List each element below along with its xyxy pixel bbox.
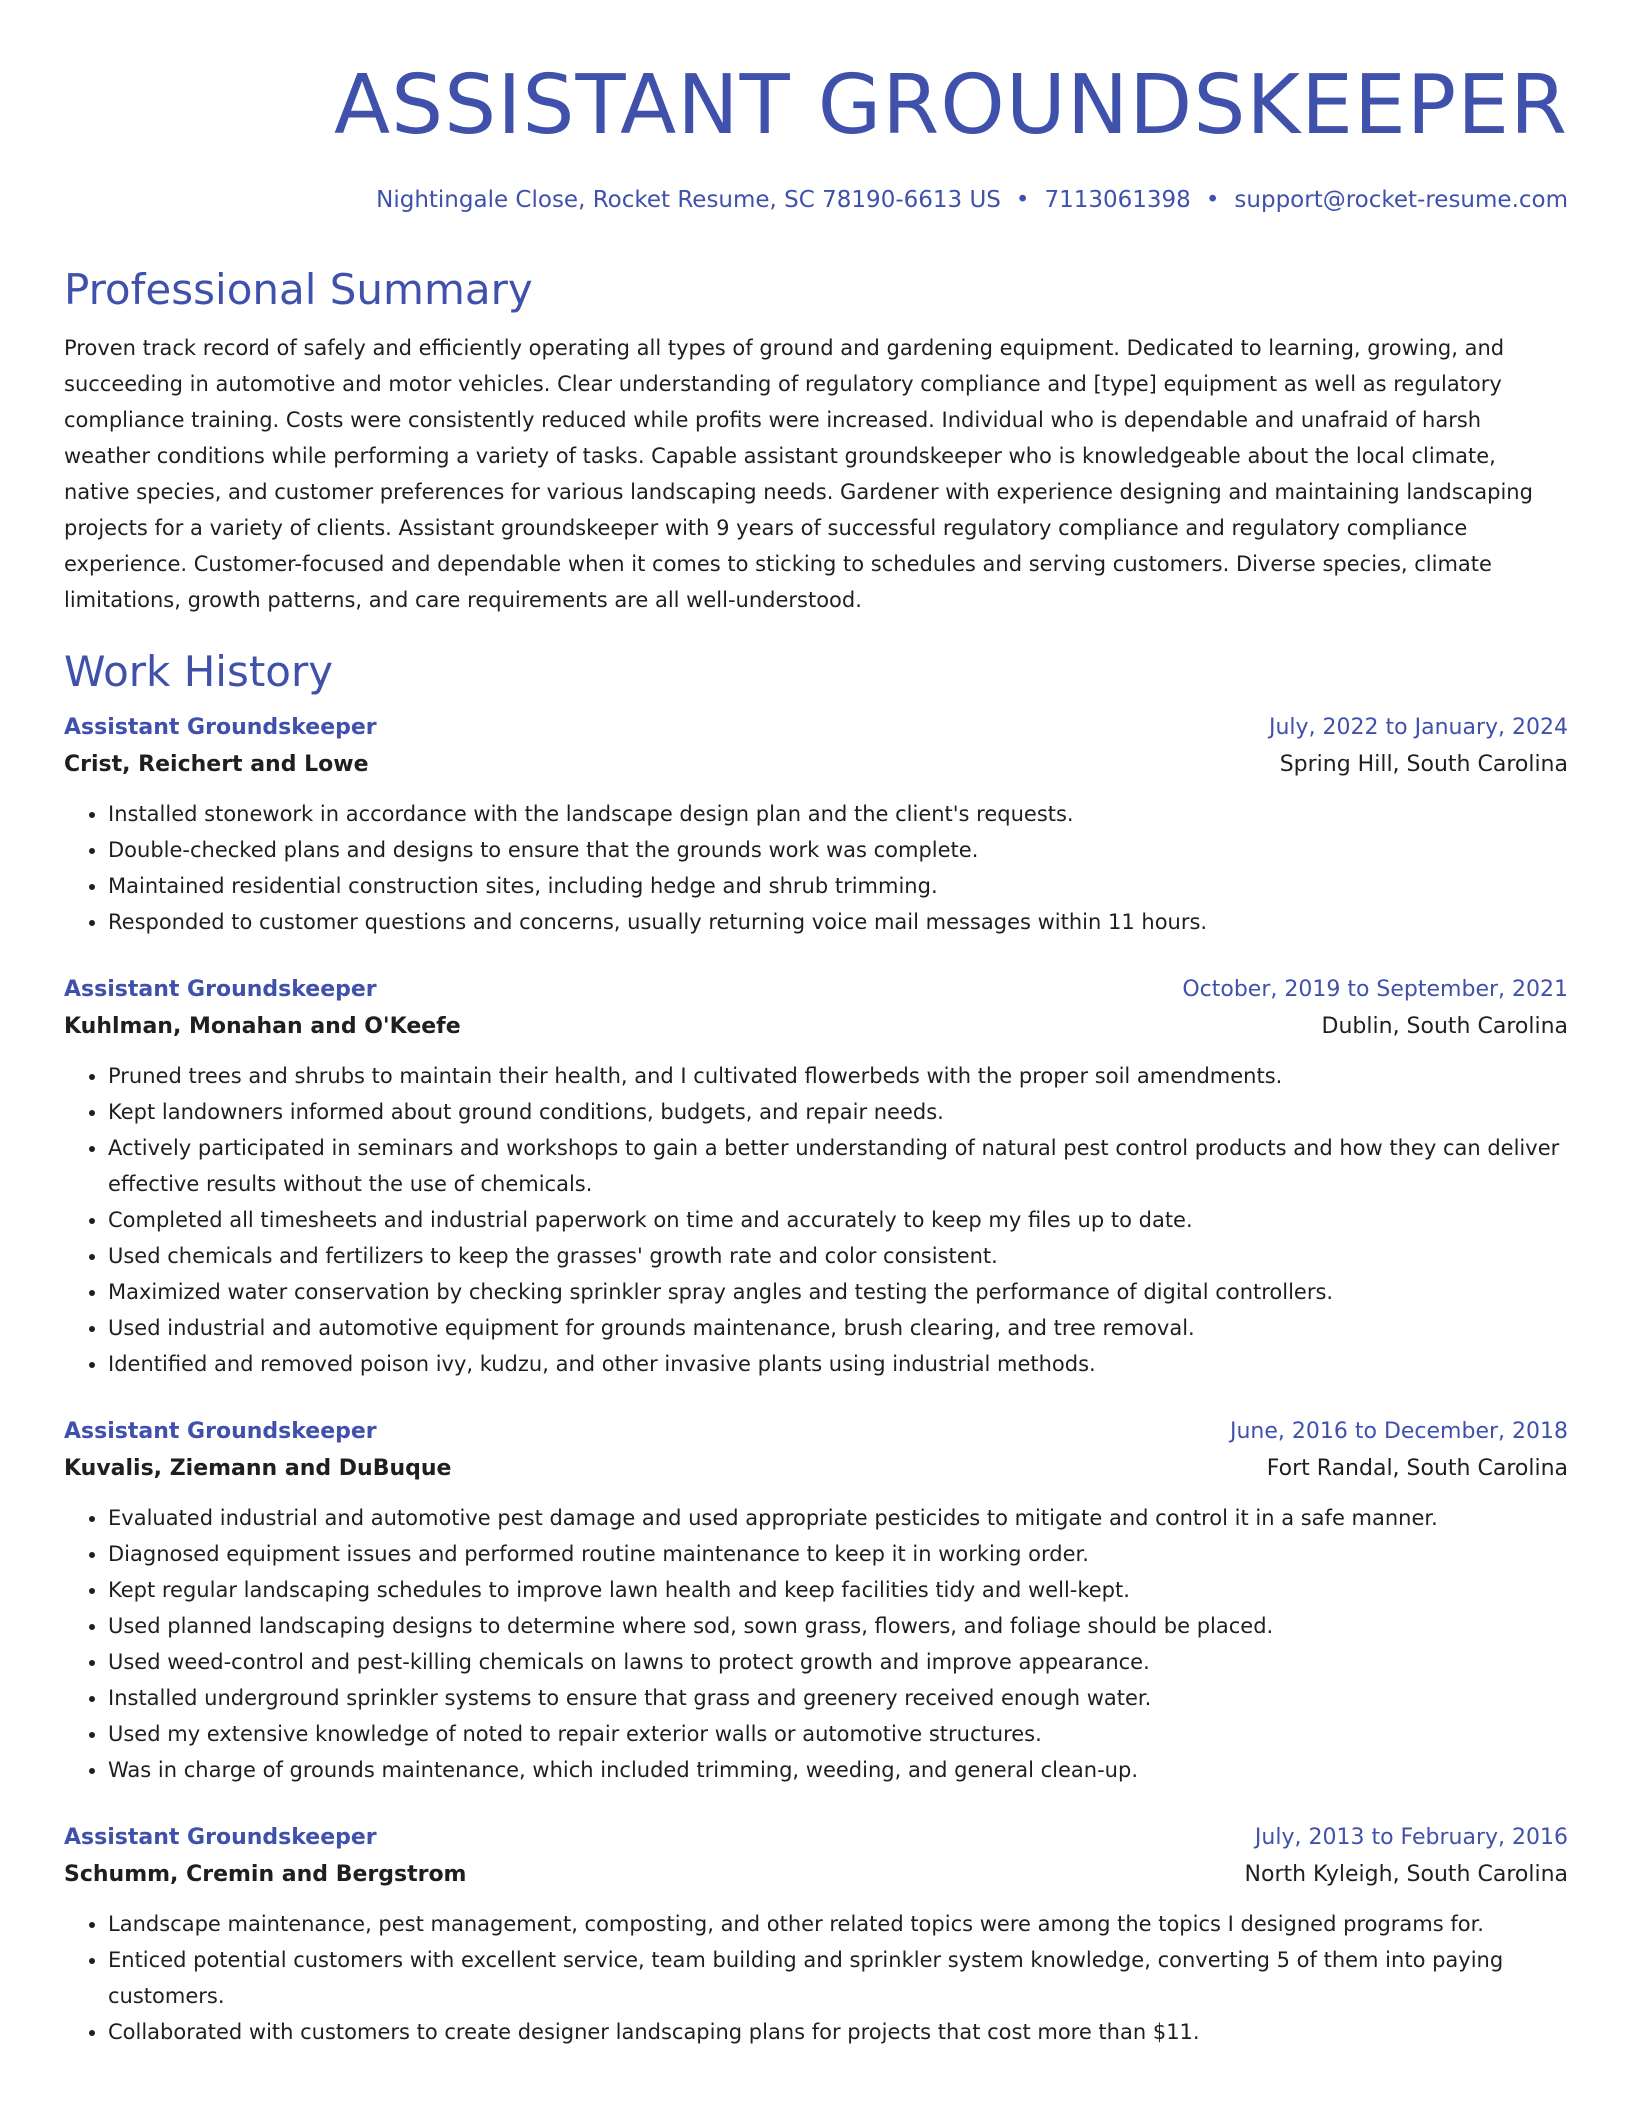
job-bullet: • Collaborated with customers to create designer landscaping plans for projects that cost more than $11. bbox=[108, 2014, 1568, 2050]
job-header-row bbox=[64, 1820, 1568, 1856]
summary-heading: Professional Summary bbox=[64, 265, 533, 314]
job-company-row bbox=[64, 1856, 1568, 1894]
job-company: Kuhlman, Monahan and O'Keefe bbox=[64, 1014, 461, 1039]
job-bullet: • Was in charge of grounds maintenance, which included trimming, weeding, and general clean-up. bbox=[108, 1752, 1568, 1788]
job-bullet: • Used chemicals and fertilizers to keep the grasses' growth rate and color consistent. bbox=[108, 1238, 1568, 1274]
job-company: Kuvalis, Ziemann and DuBuque bbox=[64, 1456, 452, 1481]
job-bullets bbox=[64, 1500, 1568, 1788]
job-company: Schumm, Cremin and Bergstrom bbox=[64, 1862, 467, 1887]
job-company-row bbox=[64, 746, 1568, 784]
job-company-row bbox=[64, 1008, 1568, 1046]
job-bullets bbox=[64, 1058, 1568, 1382]
job-location: Dublin, South Carolina bbox=[1321, 1014, 1568, 1039]
job-title: Assistant Groundskeeper bbox=[64, 1825, 377, 1850]
job-dates: July, 2013 to February, 2016 bbox=[1254, 1825, 1568, 1850]
job-entry bbox=[64, 972, 1568, 1382]
job-title: Assistant Groundskeeper bbox=[64, 1419, 377, 1444]
contact-separator: • bbox=[1205, 187, 1220, 213]
job-bullet: • Responded to customer questions and concerns, usually returning voice mail messages within 11 hours. bbox=[108, 904, 1568, 940]
job-header-row bbox=[64, 1414, 1568, 1450]
job-entry bbox=[64, 1414, 1568, 1788]
job-bullet: • Installed underground sprinkler systems to ensure that grass and greenery received enough water. bbox=[108, 1680, 1568, 1716]
job-dates: October, 2019 to September, 2021 bbox=[1182, 977, 1568, 1002]
job-bullet: • Landscape maintenance, pest management, composting, and other related topics were among the topics I designed programs for. bbox=[108, 1906, 1568, 1942]
contact-phone: 7113061398 bbox=[1044, 187, 1191, 213]
work-history-heading: Work History bbox=[64, 647, 334, 696]
job-bullet: • Identified and removed poison ivy, kudzu, and other invasive plants using industrial methods. bbox=[108, 1346, 1568, 1382]
job-header-row bbox=[64, 710, 1568, 746]
job-bullets bbox=[64, 1906, 1568, 2050]
job-bullet: • Installed stonework in accordance with the landscape design plan and the client's requests. bbox=[108, 796, 1568, 832]
work-history-list bbox=[64, 710, 1568, 2050]
job-dates: July, 2022 to January, 2024 bbox=[1269, 715, 1568, 740]
job-entry bbox=[64, 1820, 1568, 2050]
contact-address: Nightingale Close, Rocket Resume, SC 78190-6613 US bbox=[376, 187, 1001, 213]
contact-email[interactable]: support@rocket-resume.com bbox=[1234, 187, 1568, 213]
job-bullet: • Used industrial and automotive equipment for grounds maintenance, brush clearing, and tree removal. bbox=[108, 1310, 1568, 1346]
job-title: Assistant Groundskeeper bbox=[64, 715, 377, 740]
contact-separator: • bbox=[1015, 187, 1030, 213]
job-bullet: • Completed all timesheets and industrial paperwork on time and accurately to keep my files up to date. bbox=[108, 1202, 1568, 1238]
job-title: Assistant Groundskeeper bbox=[64, 977, 377, 1002]
job-bullet: • Evaluated industrial and automotive pest damage and used appropriate pesticides to mitigate and control it in a safe manner. bbox=[108, 1500, 1568, 1536]
job-company-row bbox=[64, 1450, 1568, 1488]
job-bullet: • Used weed-control and pest-killing chemicals on lawns to protect growth and improve appearance. bbox=[108, 1644, 1568, 1680]
job-bullet: • Maximized water conservation by checking sprinkler spray angles and testing the performance of digital controllers. bbox=[108, 1274, 1568, 1310]
job-bullets bbox=[64, 796, 1568, 940]
job-bullet: • Enticed potential customers with excellent service, team building and sprinkler system knowledge, converting 5 of them into paying customers. bbox=[108, 1942, 1568, 2014]
job-bullet: • Diagnosed equipment issues and performed routine maintenance to keep it in working order. bbox=[108, 1536, 1568, 1572]
job-bullet: • Used my extensive knowledge of noted to repair exterior walls or automotive structures. bbox=[108, 1716, 1568, 1752]
resume-page bbox=[64, 0, 1568, 2050]
job-dates: June, 2016 to December, 2018 bbox=[1229, 1419, 1568, 1444]
job-location: Fort Randal, South Carolina bbox=[1266, 1456, 1568, 1481]
job-header-row bbox=[64, 972, 1568, 1008]
job-bullet: • Kept landowners informed about ground conditions, budgets, and repair needs. bbox=[108, 1094, 1568, 1130]
job-company: Crist, Reichert and Lowe bbox=[64, 752, 369, 777]
job-bullet: • Double-checked plans and designs to ensure that the grounds work was complete. bbox=[108, 832, 1568, 868]
summary-text: Proven track record of safely and efficiently operating all types of ground and gardening equipment. Dedicated to learning, growing, and succeeding in automotive and motor vehicles. Clear understanding of regulatory compliance and [type] equipment as well as regulatory compliance training. Costs were consistently reduced while profits were increased. Individual who is dependable and unafraid of harsh weather conditions while performing a variety of tasks. Capable assistant groundskeeper who is knowledgeable about the local climate, native species, and customer preferences for various landscaping needs. Gardener with experience designing and maintaining landscaping projects for a variety of clients. Assistant groundskeeper with 9 years of successful regulatory compliance and regulatory compliance experience. Customer-focused and dependable when it comes to sticking to schedules and serving customers. Diverse species, climate limitations, growth patterns, and care requirements are all well-understood. bbox=[64, 336, 1533, 612]
contact-line bbox=[64, 184, 1568, 216]
job-bullet: • Pruned trees and shrubs to maintain their health, and I cultivated flowerbeds with the proper soil amendments. bbox=[108, 1058, 1568, 1094]
resume-name: ASSISTANT GROUNDSKEEPER bbox=[334, 58, 1568, 153]
job-bullet: • Actively participated in seminars and workshops to gain a better understanding of natural pest control products and how they can deliver effective results without the use of chemicals. bbox=[108, 1130, 1568, 1202]
job-bullet: • Kept regular landscaping schedules to improve lawn health and keep facilities tidy and well-kept. bbox=[108, 1572, 1568, 1608]
job-bullet: • Maintained residential construction sites, including hedge and shrub trimming. bbox=[108, 868, 1568, 904]
job-entry bbox=[64, 710, 1568, 940]
job-location: North Kyleigh, South Carolina bbox=[1244, 1862, 1568, 1887]
job-location: Spring Hill, South Carolina bbox=[1279, 752, 1568, 777]
job-bullet: • Used planned landscaping designs to determine where sod, sown grass, flowers, and foliage should be placed. bbox=[108, 1608, 1568, 1644]
